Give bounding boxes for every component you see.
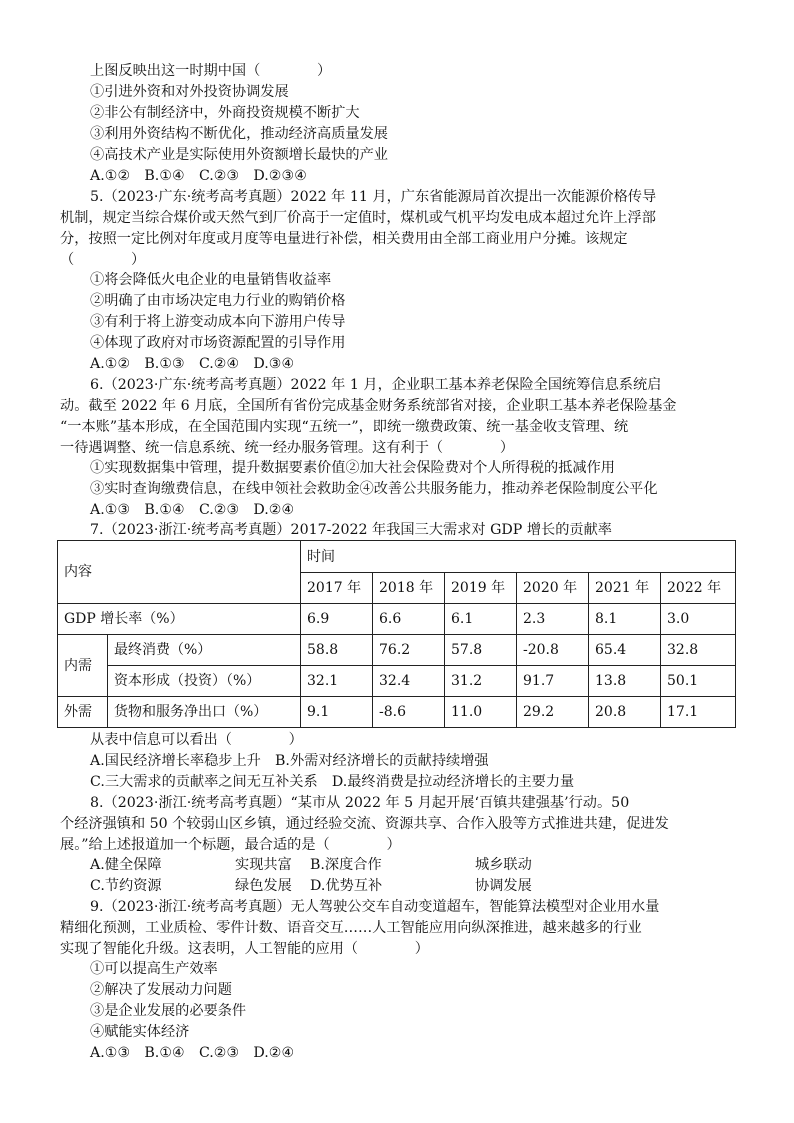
q8-option-b-second: 城乡联动: [475, 857, 532, 873]
option-1: ①引进外资和对外投资协调发展: [90, 84, 289, 100]
table-cell: 31.2: [445, 666, 517, 697]
net-export-row-label: 货物和服务净出口（%）: [108, 697, 301, 728]
consumption-row-label: 最终消费（%）: [108, 635, 301, 666]
q5-line-3: 分，按照一定比例对年度或月度等电量进行补偿，相关费用由全部工商业用户分摊。该规定: [60, 231, 628, 247]
q7-options-c-d: C.三大需求的贡献率之间无互补关系 D.最终消费是拉动经济增长的主要力量: [90, 774, 575, 790]
table-cell: 3.0: [661, 604, 736, 635]
q9-option-2: ②解决了发展动力问题: [90, 982, 232, 998]
external-demand-label: 外需: [58, 697, 108, 728]
table-cell: 58.8: [301, 635, 373, 666]
q7-title: 7.（2023·浙江·统考高考真题）2017-2022 年我国三大需求对 GDP 增长的贡献率: [90, 522, 612, 538]
table-time-header: 时间: [301, 541, 736, 573]
year-header: 2018 年: [373, 573, 445, 604]
q6-line-4: 一待遇调整、统一信息系统、统一经办服务管理。这有利于（ ）: [60, 440, 515, 456]
table-cell: 20.8: [589, 697, 661, 728]
q7-stem: 从表中信息可以看出（ ）: [90, 732, 303, 748]
table-cell: 76.2: [373, 635, 445, 666]
table-cell: 13.8: [589, 666, 661, 697]
q9-line-1: 9.（2023·浙江·统考高考真题）无人驾驶公交车自动变道超车，智能算法模型对企业用水量: [90, 899, 660, 915]
table-cell: -20.8: [517, 635, 589, 666]
q8-option-b: B.深度合作: [310, 857, 382, 873]
table-cell: 50.1: [661, 666, 736, 697]
q9-line-2: 精细化预测，工业质检、零件计数、语音交互……人工智能应用向纵深推进，越来越多的行业: [60, 920, 642, 936]
q8-line-1: 8.（2023·浙江·统考高考真题）“某市从 2022 年 5 月起开展‘百镇共建强基’行动。50: [90, 795, 630, 811]
table-cell: 32.8: [661, 635, 736, 666]
table-cell: 65.4: [589, 635, 661, 666]
table-cell: 6.6: [373, 604, 445, 635]
q5-option-4: ④体现了政府对市场资源配置的引导作用: [90, 335, 346, 351]
q6-line-2: 动。截至 2022 年 6 月底，全国所有省份完成基金财务系统部省对接，企业职工基本养老保险基金: [60, 398, 677, 414]
gdp-contribution-table: [57, 540, 736, 728]
q5-answer-choices: A.①② B.①③ C.②④ D.③④: [90, 356, 295, 372]
q5-option-2: ②明确了由市场决定电力行业的购销价格: [90, 293, 346, 309]
table-cell: 11.0: [445, 697, 517, 728]
q8-line-2: 个经济强镇和 50 个较弱山区乡镇，通过经验交流、资源共享、合作入股等方式推进共建，促进发: [60, 816, 669, 832]
q8-option-d: D.优势互补: [310, 878, 383, 894]
q9-line-3: 实现了智能化升级。这表明，人工智能的应用（ ）: [60, 941, 429, 957]
q6-answer-choices: A.①③ B.①④ C.②③ D.②④: [90, 502, 295, 518]
option-2: ②非公有制经济中，外商投资规模不断扩大: [90, 105, 360, 121]
domestic-demand-label: 内需: [58, 635, 108, 697]
table-cell: 6.1: [445, 604, 517, 635]
table-cell: 57.8: [445, 635, 517, 666]
q5-line-1: 5.（2023·广东·统考高考真题）2022 年 11 月，广东省能源局首次提出一次能源价格传导: [90, 189, 657, 205]
q5-option-1: ①将会降低火电企业的电量销售收益率: [90, 272, 332, 288]
q6-line-1: 6.（2023·广东·统考高考真题）2022 年 1 月，企业职工基本养老保险全国统筹信息系统启: [90, 377, 662, 393]
table-cell: 8.1: [589, 604, 661, 635]
year-header: 2017 年: [301, 573, 373, 604]
table-cell: 17.1: [661, 697, 736, 728]
table-cell: 32.1: [301, 666, 373, 697]
q6-line-3: “一本账”基本形成，在全国范围内实现“五统一”，即统一缴费政策、统一基金收支管理、统: [60, 419, 629, 435]
table-cell: -8.6: [373, 697, 445, 728]
q8-option-a: A.健全保障: [90, 857, 162, 873]
table-cell: 2.3: [517, 604, 589, 635]
q6-options-1-2: ①实现数据集中管理，提升数据要素价值②加大社会保险费对个人所得税的抵减作用: [90, 460, 615, 476]
q8-line-3: 展。”给上述报道加一个标题，最合适的是（ ）: [60, 837, 401, 853]
option-4: ④高技术产业是实际使用外资额增长最快的产业: [90, 147, 388, 163]
question-stem: 上图反映出这一时期中国（ ）: [90, 63, 332, 79]
q6-options-3-4: ③实时查询缴费信息，在线申领社会救助金④改善公共服务能力，推动养老保险制度公平化: [90, 481, 658, 497]
q5-line-2: 机制，规定当综合煤价或天然气到厂价高于一定值时，煤机或气机平均发电成本超过允许上浮部: [60, 210, 656, 226]
q9-answer-choices: A.①③ B.①④ C.②③ D.②④: [90, 1045, 295, 1061]
table-cell: 9.1: [301, 697, 373, 728]
table-cell: 6.9: [301, 604, 373, 635]
q9-option-1: ①可以提高生产效率: [90, 961, 218, 977]
q9-option-3: ③是企业发展的必要条件: [90, 1003, 247, 1019]
q7-options-a-b: A.国民经济增长率稳步上升 B.外需对经济增长的贡献持续增强: [90, 753, 489, 769]
q8-option-c: C.节约资源: [90, 878, 162, 894]
q5-option-3: ③有利于将上游变动成本向下游用户传导: [90, 314, 346, 330]
q8-option-a-second: 实现共富: [235, 857, 292, 873]
table-cell: 29.2: [517, 697, 589, 728]
q8-option-d-second: 协调发展: [475, 878, 532, 894]
gdp-row-label: GDP 增长率（%）: [58, 604, 301, 635]
option-3: ③利用外资结构不断优化，推动经济高质量发展: [90, 126, 388, 142]
q5-line-4: （ ）: [60, 252, 146, 268]
year-header: 2019 年: [445, 573, 517, 604]
table-corner-cell: 内容: [58, 541, 301, 604]
table-cell: 91.7: [517, 666, 589, 697]
table-cell: 32.4: [373, 666, 445, 697]
year-header: 2020 年: [517, 573, 589, 604]
year-header: 2021 年: [589, 573, 661, 604]
q8-option-c-second: 绿色发展: [235, 878, 292, 894]
q9-option-4: ④赋能实体经济: [90, 1024, 190, 1040]
year-header: 2022 年: [661, 573, 736, 604]
answer-choices: A.①② B.①④ C.②③ D.②③④: [90, 168, 307, 184]
capital-row-label: 资本形成（投资）（%）: [108, 666, 301, 697]
